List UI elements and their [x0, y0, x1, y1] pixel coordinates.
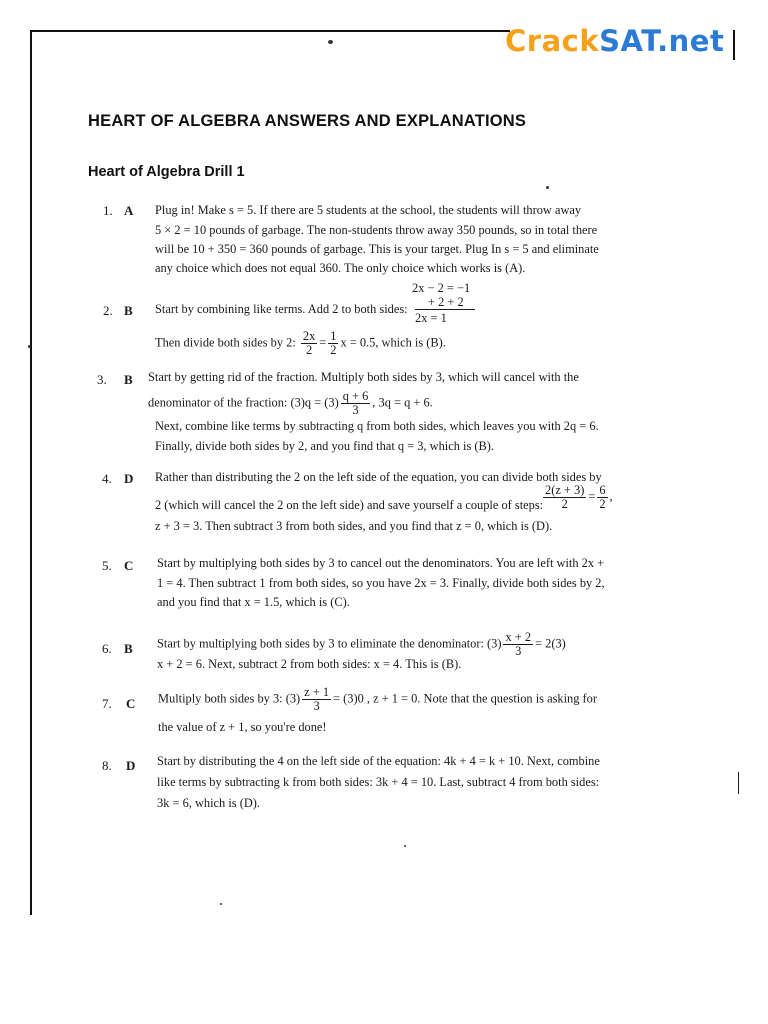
page-border-right	[733, 30, 735, 60]
page-border-left	[30, 30, 32, 915]
page-border-top	[30, 30, 510, 32]
explanation-line: Next, combine like terms by subtracting q from both sides, which leaves you with 2q = 6.	[155, 419, 599, 433]
answer-number: 8.	[102, 758, 112, 773]
answer-number: 4.	[102, 471, 112, 486]
answer-letter: A	[124, 203, 134, 218]
fraction-equation: $\frac{2(z + 3)}{2}$ = $\frac{6}{2}$ ,	[545, 483, 613, 512]
answer-number: 5.	[102, 558, 112, 573]
scan-speck	[28, 345, 31, 348]
fraction: $\frac{2x}{2}$	[302, 329, 316, 358]
explanation-line: Start by combining like terms. Add 2 to both sides:	[155, 302, 408, 316]
explanation-line: any choice which does not equal 360. The only choice which works is (A).	[155, 261, 526, 275]
scan-speck	[220, 903, 222, 905]
explanation-line: Start by distributing the 4 on the left side of the equation: 4k + 4 = k + 10. Next, combine	[157, 754, 600, 768]
equation-rule	[415, 309, 475, 310]
explanation-line: Then divide both sides by 2: $\frac{2x}{2}$ = $\frac{1}{2}$ x = 0.5, which is (B).	[155, 329, 446, 358]
explanation-line: 3k = 6, which is (D).	[157, 796, 261, 810]
explanation-line: Start by multiplying both sides by 3 to eliminate the denominator: (3) $\frac{x + 2}{3}$ = 2(3)	[157, 630, 566, 659]
answer-number: 2.	[103, 303, 113, 318]
explanation-line: z + 3 = 3. Then subtract 3 from both sides, and you find that z = 0, which is (D).	[155, 519, 553, 533]
explanation-line: Start by getting rid of the fraction. Multiply both sides by 3, which will cancel with the	[148, 370, 579, 384]
equation-line: + 2 + 2	[428, 295, 464, 309]
explanation-line: like terms by subtracting k from both sides: 3k + 4 = 10. Last, subtract 4 from both sides:	[157, 775, 600, 789]
explanation-line: Rather than distributing the 2 on the left side of the equation, you can divide both sides by	[155, 470, 602, 484]
explanation-line: Plug in! Make s = 5. If there are 5 students at the school, the students will throw away	[155, 203, 582, 217]
explanation-line: Start by multiplying both sides by 3 to cancel out the denominators. You are left with 2x +	[157, 556, 605, 570]
explanation-line: Multiply both sides by 3: (3) $\frac{z + 1}{3}$ = (3)0 , z + 1 = 0. Note that the question is asking for	[158, 685, 597, 714]
scan-speck	[546, 186, 549, 189]
fraction: $\frac{z + 1}{3}$	[304, 685, 330, 714]
explanation-line: 1 = 4. Then subtract 1 from both sides, so you have 2x = 3. Finally, divide both sides by 2,	[157, 576, 605, 590]
fraction: $\frac{2(z + 3)}{2}$	[545, 483, 585, 512]
scan-mark	[738, 772, 739, 794]
explanation-line: 2 (which will cancel the 2 on the left side) and save yourself a couple of steps:	[155, 498, 544, 512]
answer-letter: B	[124, 303, 133, 318]
equation-line: 2x = 1	[415, 311, 447, 325]
fraction: $\frac{6}{2}$	[599, 483, 606, 512]
explanation-line: the value of z + 1, so you're done!	[158, 720, 327, 734]
cracksat-watermark-logo: CrackSAT.net	[505, 24, 725, 58]
scan-speck	[404, 845, 406, 847]
fraction: $\frac{1}{2}$	[330, 329, 337, 358]
scan-speck	[328, 40, 333, 44]
explanation-line: Finally, divide both sides by 2, and you find that q = 3, which is (B).	[155, 439, 494, 453]
equation-line: 2x − 2 = −1	[412, 281, 471, 295]
section-heading: Heart of Algebra Drill 1	[88, 164, 245, 180]
explanation-line: and you find that x = 1.5, which is (C).	[157, 595, 350, 609]
answer-number: 6.	[102, 641, 112, 656]
fraction: $\frac{q + 6}{3}$	[342, 389, 369, 418]
answer-letter: C	[126, 696, 136, 711]
answer-letter: D	[124, 471, 134, 486]
answer-letter: B	[124, 641, 133, 656]
answer-letter: D	[126, 758, 136, 773]
answer-letter: B	[124, 372, 133, 387]
answer-number: 3.	[97, 372, 107, 387]
page-title: HEART OF ALGEBRA ANSWERS AND EXPLANATIONS	[88, 112, 527, 130]
explanation-line: will be 10 + 350 = 360 pounds of garbage. This is your target. Plug In s = 5 and eliminate	[155, 242, 599, 256]
answer-letter: C	[124, 558, 134, 573]
explanation-line: x + 2 = 6. Next, subtract 2 from both sides: x = 4. This is (B).	[157, 657, 462, 671]
answer-number: 1.	[103, 203, 113, 218]
fraction: $\frac{x + 2}{3}$	[505, 630, 532, 659]
explanation-line: denominator of the fraction: (3)q = (3) $\frac{q + 6}{3}$ , 3q = q + 6.	[148, 389, 433, 418]
explanation-line: 5 × 2 = 10 pounds of garbage. The non-students throw away 350 pounds, so in total there	[155, 223, 598, 237]
answer-number: 7.	[102, 696, 112, 711]
